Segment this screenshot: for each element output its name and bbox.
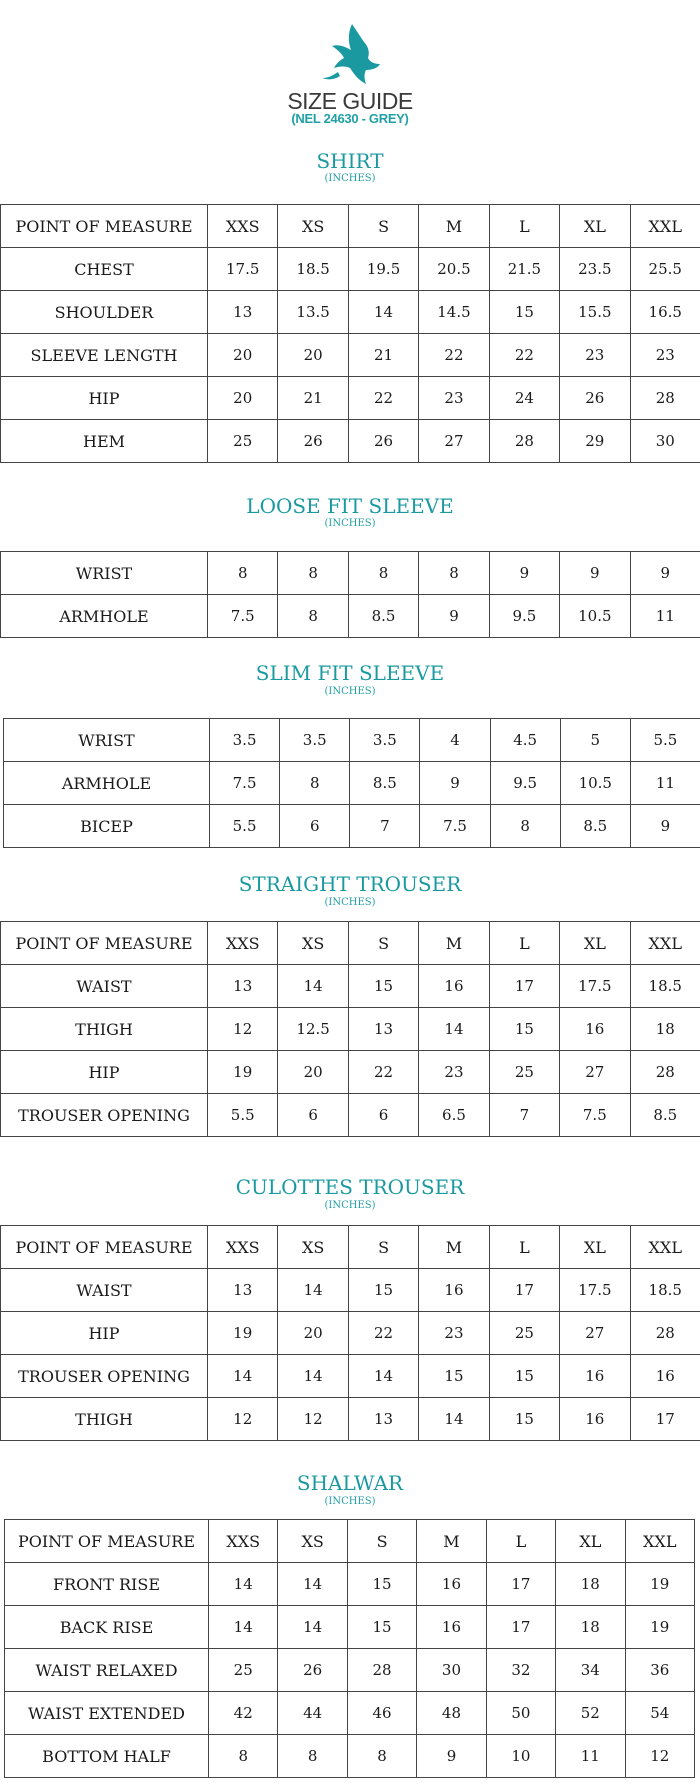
measure-value: 12 <box>208 1398 278 1441</box>
measure-value: 16 <box>560 1355 630 1398</box>
column-header-size: M <box>419 922 489 965</box>
measure-value: 15 <box>489 291 559 334</box>
measure-value: 16 <box>417 1606 486 1649</box>
product-code: (NEL 24630 - GREY) <box>291 111 409 126</box>
measure-value: 9 <box>630 805 700 848</box>
measure-value: 25.5 <box>630 248 700 291</box>
column-header-point-of-measure: POINT OF MEASURE <box>1 922 208 965</box>
measure-label: CHEST <box>1 248 208 291</box>
measure-value: 15 <box>348 1269 418 1312</box>
section-title-slim-fit-sleeve: SLIM FIT SLEEVE <box>255 661 445 685</box>
measure-value: 7.5 <box>560 1094 630 1137</box>
measure-value: 30 <box>417 1649 486 1692</box>
column-header-size: XS <box>278 922 348 965</box>
section-title-shalwar: SHALWAR <box>296 1471 404 1495</box>
measure-value: 17 <box>486 1606 555 1649</box>
measure-value: 26 <box>348 420 418 463</box>
measure-label: BICEP <box>4 805 210 848</box>
measure-value: 46 <box>347 1692 416 1735</box>
table-row <box>5 1692 695 1735</box>
measure-value: 16 <box>419 965 489 1008</box>
measure-value: 22 <box>348 1312 418 1355</box>
measure-value: 18.5 <box>630 965 700 1008</box>
measure-value: 23 <box>419 1051 489 1094</box>
measure-value: 12 <box>278 1398 348 1441</box>
measure-value: 26 <box>278 420 348 463</box>
measure-label: SLEEVE LENGTH <box>1 334 208 377</box>
measure-label: THIGH <box>1 1398 208 1441</box>
measure-value: 14.5 <box>419 291 489 334</box>
table-row <box>4 719 700 762</box>
measure-value: 15 <box>489 1398 559 1441</box>
measure-value: 14 <box>278 1269 348 1312</box>
measure-value: 8 <box>419 552 489 595</box>
measure-value: 28 <box>630 377 700 420</box>
column-header-size: S <box>348 922 418 965</box>
page-title: SIZE GUIDE <box>287 88 413 114</box>
measure-value: 20 <box>278 334 348 377</box>
measure-value: 13 <box>208 965 278 1008</box>
measure-value: 19 <box>625 1606 694 1649</box>
column-header-size: XXL <box>630 922 700 965</box>
measure-value: 22 <box>489 334 559 377</box>
column-header-size: L <box>489 1226 559 1269</box>
section-unit-shalwar: (INCHES) <box>324 1496 376 1507</box>
column-header-size: XL <box>560 1226 630 1269</box>
measure-value: 14 <box>419 1398 489 1441</box>
measure-label: WAIST <box>1 1269 208 1312</box>
measure-label: BACK RISE <box>5 1606 209 1649</box>
measure-value: 9.5 <box>489 595 559 638</box>
measure-label: TROUSER OPENING <box>1 1355 208 1398</box>
measure-label: ARMHOLE <box>4 762 210 805</box>
measure-value: 22 <box>348 1051 418 1094</box>
table-row <box>1 420 700 463</box>
measure-value: 17.5 <box>208 248 278 291</box>
table-row <box>1 1312 700 1355</box>
column-header-size: XXS <box>208 1226 278 1269</box>
measure-value: 23 <box>419 377 489 420</box>
measure-value: 14 <box>348 291 418 334</box>
column-header-size: XXL <box>630 205 700 248</box>
measure-value: 20 <box>278 1051 348 1094</box>
measure-value: 24 <box>489 377 559 420</box>
measure-value: 17.5 <box>560 1269 630 1312</box>
measure-value: 17 <box>489 965 559 1008</box>
measure-value: 5.5 <box>208 1094 278 1137</box>
measure-value: 13 <box>348 1008 418 1051</box>
table-shirt <box>0 204 700 463</box>
measure-value: 14 <box>278 1563 347 1606</box>
table-row <box>1 1398 700 1441</box>
measure-value: 18 <box>556 1606 625 1649</box>
table-shalwar <box>4 1519 695 1778</box>
column-header-point-of-measure: POINT OF MEASURE <box>1 205 208 248</box>
measure-value: 7.5 <box>210 762 280 805</box>
column-header-size: L <box>489 922 559 965</box>
measure-value: 8 <box>347 1735 416 1778</box>
measure-value: 8 <box>490 805 560 848</box>
measure-value: 16 <box>417 1563 486 1606</box>
dove-icon <box>318 22 382 88</box>
measure-value: 9.5 <box>490 762 560 805</box>
measure-label: WAIST <box>1 965 208 1008</box>
table-culottes-trouser <box>0 1225 700 1441</box>
section-title-loose-fit-sleeve: LOOSE FIT SLEEVE <box>246 494 454 518</box>
measure-value: 27 <box>419 420 489 463</box>
column-header-size: S <box>348 205 418 248</box>
section-title-shirt: SHIRT <box>316 149 384 173</box>
measure-value: 8 <box>348 552 418 595</box>
measure-value: 3.5 <box>210 719 280 762</box>
measure-value: 54 <box>625 1692 694 1735</box>
measure-value: 29 <box>560 420 630 463</box>
measure-value: 20.5 <box>419 248 489 291</box>
measure-value: 15.5 <box>560 291 630 334</box>
measure-value: 22 <box>419 334 489 377</box>
measure-value: 8.5 <box>350 762 420 805</box>
measure-value: 14 <box>209 1606 278 1649</box>
measure-label: WRIST <box>1 552 208 595</box>
column-header-size: M <box>419 205 489 248</box>
measure-value: 20 <box>208 334 278 377</box>
measure-value: 27 <box>560 1312 630 1355</box>
measure-value: 50 <box>486 1692 555 1735</box>
measure-value: 14 <box>419 1008 489 1051</box>
measure-value: 8 <box>278 1735 347 1778</box>
section-unit-loose-fit-sleeve: (INCHES) <box>324 518 376 529</box>
section-title-straight-trouser: STRAIGHT TROUSER <box>238 872 462 896</box>
measure-value: 7 <box>489 1094 559 1137</box>
section-unit-culottes-trouser: (INCHES) <box>324 1200 376 1211</box>
section-title-culottes-trouser: CULOTTES TROUSER <box>235 1175 465 1199</box>
measure-value: 28 <box>630 1051 700 1094</box>
measure-value: 5.5 <box>630 719 700 762</box>
table-row <box>1 1355 700 1398</box>
measure-value: 6 <box>280 805 350 848</box>
measure-value: 13 <box>348 1398 418 1441</box>
measure-value: 25 <box>489 1051 559 1094</box>
measure-value: 14 <box>348 1355 418 1398</box>
measure-value: 14 <box>278 965 348 1008</box>
measure-value: 28 <box>347 1649 416 1692</box>
measure-label: FRONT RISE <box>5 1563 209 1606</box>
table-row <box>5 1563 695 1606</box>
measure-value: 16.5 <box>630 291 700 334</box>
table-row <box>1 334 700 377</box>
measure-value: 28 <box>489 420 559 463</box>
measure-value: 7.5 <box>208 595 278 638</box>
measure-value: 12.5 <box>278 1008 348 1051</box>
measure-label: SHOULDER <box>1 291 208 334</box>
measure-value: 13 <box>208 1269 278 1312</box>
column-header-point-of-measure: POINT OF MEASURE <box>5 1520 209 1563</box>
measure-value: 16 <box>560 1398 630 1441</box>
column-header-size: M <box>419 1226 489 1269</box>
measure-value: 13.5 <box>278 291 348 334</box>
table-loose-fit-sleeve <box>0 551 700 638</box>
measure-value: 27 <box>560 1051 630 1094</box>
table-row <box>1 1051 700 1094</box>
measure-value: 16 <box>560 1008 630 1051</box>
column-header-size: XL <box>556 1520 625 1563</box>
measure-value: 23 <box>630 334 700 377</box>
measure-value: 7.5 <box>420 805 490 848</box>
measure-label: ARMHOLE <box>1 595 208 638</box>
measure-value: 42 <box>209 1692 278 1735</box>
measure-value: 23 <box>560 334 630 377</box>
measure-value: 8.5 <box>630 1094 700 1137</box>
measure-value: 32 <box>486 1649 555 1692</box>
measure-value: 17.5 <box>560 965 630 1008</box>
column-header-size: L <box>486 1520 555 1563</box>
table-row <box>4 805 700 848</box>
measure-value: 17 <box>486 1563 555 1606</box>
measure-value: 15 <box>419 1355 489 1398</box>
measure-value: 13 <box>208 291 278 334</box>
measure-value: 5 <box>560 719 630 762</box>
table-slim-fit-sleeve <box>3 718 700 848</box>
measure-value: 12 <box>625 1735 694 1778</box>
column-header-size: S <box>347 1520 416 1563</box>
column-header-size: XXS <box>208 205 278 248</box>
column-header-size: XL <box>560 205 630 248</box>
measure-value: 44 <box>278 1692 347 1735</box>
column-header-size: XXL <box>630 1226 700 1269</box>
measure-value: 10 <box>486 1735 555 1778</box>
table-straight-trouser <box>0 921 700 1137</box>
measure-value: 18.5 <box>630 1269 700 1312</box>
measure-label: TROUSER OPENING <box>1 1094 208 1137</box>
column-header-size: XXS <box>208 922 278 965</box>
measure-value: 26 <box>278 1649 347 1692</box>
measure-value: 8.5 <box>348 595 418 638</box>
table-row <box>1 595 700 638</box>
table-header-row <box>5 1520 695 1563</box>
measure-value: 9 <box>630 552 700 595</box>
measure-value: 36 <box>625 1649 694 1692</box>
column-header-size: XS <box>278 205 348 248</box>
table-row <box>1 552 700 595</box>
measure-value: 21.5 <box>489 248 559 291</box>
measure-value: 4.5 <box>490 719 560 762</box>
table-row <box>5 1735 695 1778</box>
measure-label: WRIST <box>4 719 210 762</box>
measure-value: 9 <box>560 552 630 595</box>
table-header-row <box>1 1226 700 1269</box>
measure-value: 10.5 <box>560 595 630 638</box>
measure-value: 3.5 <box>350 719 420 762</box>
measure-value: 14 <box>209 1563 278 1606</box>
measure-value: 52 <box>556 1692 625 1735</box>
table-row <box>1 291 700 334</box>
measure-value: 19.5 <box>348 248 418 291</box>
measure-label: HEM <box>1 420 208 463</box>
section-unit-slim-fit-sleeve: (INCHES) <box>324 686 376 697</box>
measure-value: 15 <box>347 1606 416 1649</box>
measure-value: 48 <box>417 1692 486 1735</box>
measure-value: 8 <box>278 552 348 595</box>
measure-value: 5.5 <box>210 805 280 848</box>
table-header-row <box>1 205 700 248</box>
measure-value: 6 <box>348 1094 418 1137</box>
measure-value: 23 <box>419 1312 489 1355</box>
measure-value: 18 <box>556 1563 625 1606</box>
table-row <box>1 377 700 420</box>
column-header-size: S <box>348 1226 418 1269</box>
measure-value: 8 <box>208 552 278 595</box>
measure-label: HIP <box>1 377 208 420</box>
measure-label: HIP <box>1 1051 208 1094</box>
measure-value: 20 <box>278 1312 348 1355</box>
measure-value: 11 <box>630 595 700 638</box>
measure-value: 8 <box>278 595 348 638</box>
measure-value: 7 <box>350 805 420 848</box>
measure-value: 9 <box>489 552 559 595</box>
section-unit-shirt: (INCHES) <box>324 173 376 184</box>
measure-value: 15 <box>489 1008 559 1051</box>
measure-value: 15 <box>348 965 418 1008</box>
measure-value: 8 <box>280 762 350 805</box>
column-header-size: XL <box>560 922 630 965</box>
table-row <box>5 1649 695 1692</box>
table-row <box>5 1606 695 1649</box>
column-header-size: L <box>489 205 559 248</box>
measure-label: WAIST RELAXED <box>5 1649 209 1692</box>
measure-value: 11 <box>630 762 700 805</box>
measure-value: 23.5 <box>560 248 630 291</box>
measure-value: 16 <box>630 1355 700 1398</box>
column-header-size: XXL <box>625 1520 694 1563</box>
table-row <box>1 1008 700 1051</box>
measure-value: 9 <box>419 595 489 638</box>
measure-value: 15 <box>347 1563 416 1606</box>
column-header-size: XS <box>278 1520 347 1563</box>
measure-value: 11 <box>556 1735 625 1778</box>
measure-value: 14 <box>278 1355 348 1398</box>
measure-value: 17 <box>489 1269 559 1312</box>
measure-label: HIP <box>1 1312 208 1355</box>
table-header-row <box>1 922 700 965</box>
column-header-size: XXS <box>209 1520 278 1563</box>
column-header-size: M <box>417 1520 486 1563</box>
measure-value: 9 <box>417 1735 486 1778</box>
table-row <box>1 1094 700 1137</box>
measure-value: 12 <box>208 1008 278 1051</box>
column-header-size: XS <box>278 1226 348 1269</box>
measure-value: 16 <box>419 1269 489 1312</box>
table-row <box>1 965 700 1008</box>
measure-value: 25 <box>208 420 278 463</box>
measure-value: 25 <box>209 1649 278 1692</box>
measure-value: 19 <box>625 1563 694 1606</box>
measure-label: THIGH <box>1 1008 208 1051</box>
measure-value: 28 <box>630 1312 700 1355</box>
column-header-point-of-measure: POINT OF MEASURE <box>1 1226 208 1269</box>
measure-value: 19 <box>208 1051 278 1094</box>
measure-value: 6.5 <box>419 1094 489 1137</box>
measure-value: 18 <box>630 1008 700 1051</box>
measure-value: 4 <box>420 719 490 762</box>
measure-value: 8 <box>209 1735 278 1778</box>
section-unit-straight-trouser: (INCHES) <box>324 897 376 908</box>
measure-value: 22 <box>348 377 418 420</box>
measure-value: 30 <box>630 420 700 463</box>
measure-value: 14 <box>208 1355 278 1398</box>
measure-value: 26 <box>560 377 630 420</box>
measure-value: 6 <box>278 1094 348 1137</box>
measure-value: 20 <box>208 377 278 420</box>
measure-value: 3.5 <box>280 719 350 762</box>
measure-value: 9 <box>420 762 490 805</box>
measure-value: 8.5 <box>560 805 630 848</box>
measure-value: 15 <box>489 1355 559 1398</box>
table-row <box>1 1269 700 1312</box>
measure-value: 19 <box>208 1312 278 1355</box>
measure-value: 25 <box>489 1312 559 1355</box>
measure-label: WAIST EXTENDED <box>5 1692 209 1735</box>
measure-value: 21 <box>278 377 348 420</box>
table-row <box>4 762 700 805</box>
measure-value: 17 <box>630 1398 700 1441</box>
measure-value: 14 <box>278 1606 347 1649</box>
measure-value: 21 <box>348 334 418 377</box>
table-row <box>1 248 700 291</box>
measure-value: 18.5 <box>278 248 348 291</box>
measure-value: 10.5 <box>560 762 630 805</box>
measure-value: 34 <box>556 1649 625 1692</box>
measure-label: BOTTOM HALF <box>5 1735 209 1778</box>
